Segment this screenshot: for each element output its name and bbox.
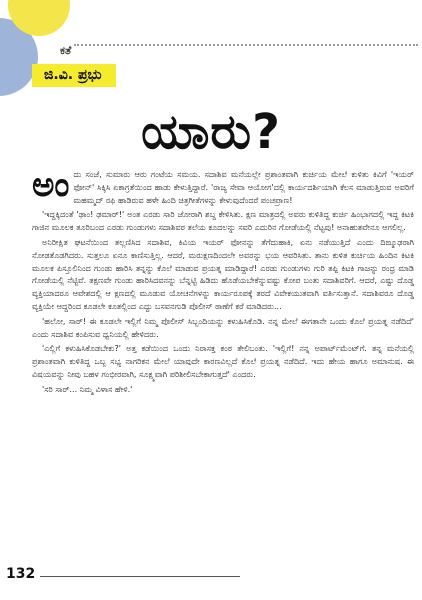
- page-number: 132: [6, 566, 36, 582]
- article-body: [32, 165, 414, 398]
- paragraph: 'ಎಲ್ಲಿಗೆ ಕಳುಹಿಸಿಕೊಡಬೇಕು?' ಅತ್ತ ಕಡೆಯಿಂದ ಒಂದು ನಿರಾಸಕ್ತ ಕಂಠ ತೇಲಿಬಂತು. 'ಇಲ್ಲಿಗೆ! ನನ್ನ ಅಪಾರ್ಟ್‌ಮೆಂಟ್‌ಗೆ. ತನ್ನ ಮನೆಯಲ್ಲಿ ಪ್ರಶಾಂತವಾಗಿ ಕುಳಿತಿದ್ದ ಒಬ್ಬ ಸಭ್ಯ ನಾಗರಿಕನ ಮೇಲೆ ಯಾವುದೇ ಕಾರಣವಿಲ್ಲದೆ ಕೊಲೆ ಪ್ರಯತ್ನ ನಡೆದಿದೆ. ಇದು ಹೇಯ ಹಾಗೂ ಅಮಾನುಷ. ಈ ವಿಷಯವನ್ನು ನೀವು ಬಹಳ ಗಂಭೀರವಾಗಿ, ಸೂಕ್ಷ್ಮವಾಗಿ ಪರಿಶೀಲಿಸಬೇಕಾಗುತ್ತದೆ' ಎಂದರು.: [32, 343, 414, 379]
- footer-rule: [40, 576, 240, 577]
- paragraph: ಅನಿರೀಕ್ಷಿತ ಘಟನೆಯಿಂದ ತಲ್ಲಣಿಸಿದ ಸದಾಶಿವ, ಕಿವಿಯ ಇಯರ್ ಫೋನನ್ನು ತೆಗೆದುಹಾಕಿ, ಏನು ನಡೆಯುತ್ತಿದೆ ಎಂದು ದಿಙ್ಮೂಢರಾಗಿ ನೋಡತೊಡಗಿದರು. ಸುತ್ತಲೂ ಏನೂ ಕಾಣಿಸುತ್ತಿಲ್ಲ. ಆದರೆ, ಮರುಕ್ಷಣದಿಂದಲೇ ಅವರನ್ನು ಭಯ ಆವರಿಸಿತು. ತಾನು ಕುಳಿತ ಕುರ್ಚಿಯ ಹಿಂದಿನ ಕಿಟಕಿ ಮೂಲಕ ಪಿಸ್ತೂಲಿನಿಂದ ಗುಂಡು ಹಾರಿಸಿ ತನ್ನನ್ನು ಕೊಲೆ ಮಾಡುವ ಪ್ರಯತ್ನ ಮಾಡಿದ್ದಾರೆ! ಎರಡು ಗುಂಡುಗಳು ಗುರಿ ತಪ್ಪಿ ಕಿಟಕಿ ಗಾಜನ್ನು ರಂಧ್ರ ಮಾಡಿ ಗೋಡೆಯಲ್ಲಿ ನೆಟ್ಟಿವೆ. ತಕ್ಷಣವೇ ಗುಂಡು ಹಾರಿಸಿದವನನ್ನು ಬೆನ್ನಟ್ಟಿ ಹಿಡಿದು ಹೊಡೆಯಬೇಕೆನ್ನುವಷ್ಟು ಕೋಪ ಬಂತು ಸದಾಶಿವರಿಗೆ. ಆದರೆ, ಎಷ್ಟು ದೊಡ್ಡ ವ್ಯಕ್ತಿಯಾದರೂ ಆವೇಶದಲ್ಲಿ ಆ ಕ್ಷಣದಲ್ಲಿ ಮೂಡುವ ಯೋಚನೆಗಳನ್ನು ಕಾರ್ಯರೂಪಕ್ಕೆ ತರದೆ ವಿವೇಕಯುತವಾಗಿ ವರ್ತಿಸುತ್ತಾನೆ. ಸದಾಶಿವರೂ ದೊಡ್ಡ ವ್ಯಕ್ತಿಯೇ ಆದ್ದರಿಂದ ಕೂಡಲೇ ಕೂತಲ್ಲಿಂದ ಎದ್ದು ಬಸವನಗುಡಿ ಪೊಲೀಸ್ ಠಾಣೆಗೆ ಕರೆ ಮಾಡಿದರು...: [32, 236, 414, 311]
- paragraph-text: ದು ಸಂಜೆ, ಸುಮಾರು ಆರು ಗಂಟೆಯ ಸಮಯ. ಸದಾಶಿವ ಮನೆಯಲ್ಲೇ ಪ್ರಶಾಂತವಾಗಿ ಕುರ್ಚಿಯ ಮೇಲೆ ಕುಳಿತು ಕಿವಿಗೆ 'ಇಯರ್ ಫೋನ್' ಸಿಕ್ಕಿಸಿ ಏಕಾಗ್ರತೆಯಿಂದ ಹಾಡು ಕೇಳುತ್ತಿದ್ದಾರೆ. 'ರಾಜ್ಯ ಸೇವಾ ಆಯೋಗ'ದಲ್ಲಿ ಕಾರ್ಯದರ್ಶಿಯಾಗಿ ಕೆಲಸ ಮಾಡುತ್ತಿರುವ ಅವರಿಗೆ ಮಹಮ್ಮದ್ ರಫಿ ಹಾಡಿರುವ ಹಳೇ ಹಿಂದಿ ಚಿತ್ರಗೀತೆಗಳನ್ನು ಕೇಳುವುದೆಂದರೆ ಪಂಚಪ್ರಾಣ!: [73, 169, 414, 205]
- section-label: ಕತೆ: [60, 44, 72, 57]
- paragraph: 'ಇದ್ದಕ್ಕಿದಂತೆ 'ಢಾಂ! ಢಮಾರ್!' ಅಂತ ಎರಡು ಸಾರಿ ಜೋರಾಗಿ ಶಬ್ದ ಕೇಳಿಸಿತು. ಕ್ಷಣ ಮಾತ್ರದಲ್ಲಿ ಅವರು ಕುಳಿತಿದ್ದ ಕುರ್ಚಿ ಹಿಂಭಾಗದಲ್ಲಿ ಇದ್ದ ಕಿಟಕಿ ಗಾಜಿನ ಮೂಲಕ ತೂರಿಬಂದ ಎರಡು ಗುಂಡುಗಳು ಸದಾಶಿವರ ತಲೆಯ ಕೂದಲನ್ನು ಸವರಿ ಎದುರಿನ ಗೋಡೆಯಲ್ಲಿ ನೆಟ್ಟವು! ಅನಾಹುತವೇನೂ ಆಗಲಿಲ್ಲ.: [32, 209, 414, 233]
- drop-cap: ಅಂ: [32, 165, 70, 205]
- paragraph: 'ಹಲೋ, ಸಾರ್! ಈ ಕೂಡಲೇ ಇಲ್ಲಿಗೆ ನಿಮ್ಮ ಪೊಲೀಸ್ ಸಿಬ್ಬಂದಿಯನ್ನು ಕಳುಹಿಸಿಕೊಡಿ. ನನ್ನ ಮೇಲೆ ಈಗತಾನೇ ಒಂದು ಕೊಲೆ ಪ್ರಯತ್ನ ನಡೆದಿದೆ' ಎಂದು ಸದಾಶಿವ ಕಂಪಿಸುವ ಧ್ವನಿಯಲ್ಲಿ ಹೇಳಿದರು.: [32, 315, 414, 339]
- paragraph: [32, 165, 414, 206]
- article-title: ಯಾರು?: [141, 104, 281, 160]
- header-dotted-rule: [74, 44, 418, 46]
- author-name: ಜಿ.ವಿ. ಪ್ರಭು: [32, 64, 116, 87]
- paragraph: 'ಸರಿ ಸಾರ್... ನಿಮ್ಮ ವಿಳಾಸ ಹೇಳಿ.': [42, 383, 133, 394]
